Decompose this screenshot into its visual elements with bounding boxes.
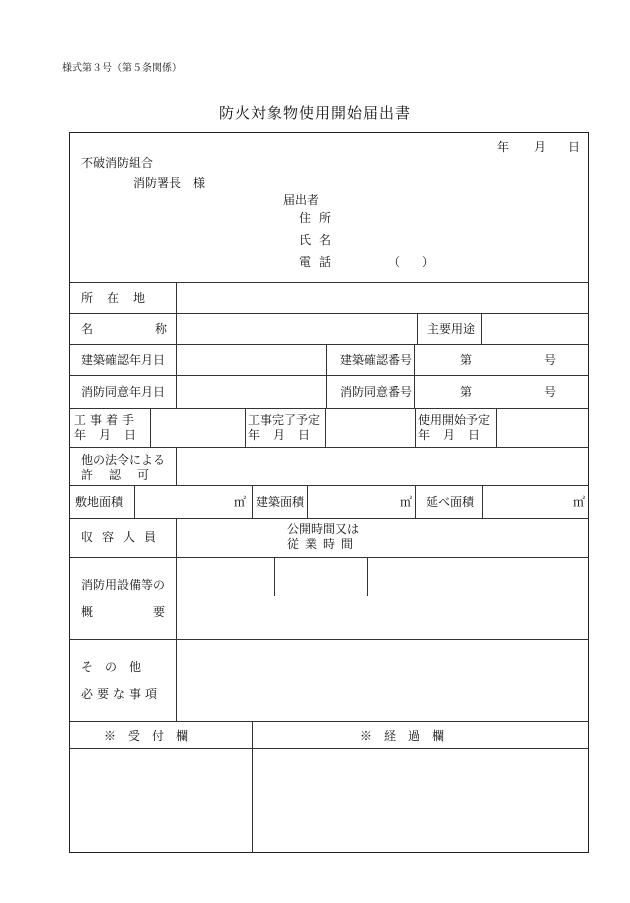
use-start-field[interactable]	[497, 409, 588, 446]
building-area-unit: ㎡	[400, 495, 413, 509]
form-number: 様式第３号（第５条関係）	[62, 63, 182, 74]
fire-consent-date-field[interactable]	[177, 376, 325, 407]
construction-end-field[interactable]	[326, 409, 414, 446]
capacity-label: 収容人員	[81, 530, 166, 544]
building-area-label: 建築面積	[256, 495, 305, 509]
construction-end-date-label: 年月日	[248, 428, 324, 442]
main-use-field[interactable]	[482, 314, 588, 343]
date-year: 年	[497, 140, 510, 154]
name-row-label: 名称	[81, 322, 167, 336]
bldg-confirm-no-field[interactable]	[415, 345, 588, 374]
site-area-field[interactable]	[135, 486, 231, 517]
progress-header: ※ 経 過 欄	[360, 729, 445, 743]
reception-header: ※ 受 付 欄	[104, 729, 189, 743]
phone-field[interactable]	[385, 249, 465, 277]
divider	[70, 721, 589, 722]
bldg-confirm-date-field[interactable]	[177, 345, 325, 374]
other-law-label: 他の法令による	[81, 453, 166, 467]
fire-consent-no-field[interactable]	[415, 376, 588, 407]
building-area-field[interactable]	[308, 486, 398, 517]
fire-equipment-field[interactable]	[177, 558, 588, 638]
use-start-label: 使用開始予定	[418, 413, 491, 427]
divider	[252, 485, 253, 518]
address-label: 住所	[299, 211, 340, 225]
divider	[245, 408, 246, 447]
construction-start-label: 工事着手	[74, 413, 139, 427]
site-area-label: 敷地面積	[75, 495, 124, 509]
bldg-no-suffix: 号	[544, 353, 557, 367]
divider	[417, 313, 418, 344]
divider	[415, 485, 416, 518]
phone-paren-close: ）	[422, 255, 435, 269]
phone-paren-open: （	[388, 255, 401, 269]
other-law-field[interactable]	[177, 448, 588, 484]
fire-consent-date-label: 消防同意年月日	[81, 385, 166, 399]
name-label: 氏名	[299, 233, 340, 247]
use-start-date-label: 年月日	[418, 428, 494, 442]
other-law-permit-label: 許認可	[81, 468, 166, 482]
total-floor-area-unit: ㎡	[573, 495, 586, 509]
progress-field[interactable]	[253, 749, 588, 851]
location-label: 所在地	[81, 291, 160, 305]
fire-equipment-label: 消防用設備等の	[81, 578, 166, 592]
other-field[interactable]	[177, 640, 588, 720]
construction-start-field[interactable]	[151, 409, 244, 446]
capacity-field[interactable]	[177, 519, 273, 556]
bldg-no-prefix: 第	[460, 353, 473, 367]
form-frame	[69, 132, 589, 853]
construction-end-label: 工事完了予定	[248, 413, 321, 427]
other-label: その他	[81, 660, 154, 674]
phone-label: 電話	[299, 255, 340, 269]
main-use-label: 主要用途	[427, 322, 476, 336]
construction-start-date-label: 年月日	[74, 428, 150, 442]
reception-field[interactable]	[71, 749, 251, 851]
total-floor-area-field[interactable]	[483, 486, 571, 517]
total-floor-area-label: 延べ面積	[426, 495, 475, 509]
site-area-unit: ㎡	[234, 495, 247, 509]
bldg-confirm-date-label: 建築確認年月日	[81, 353, 166, 367]
hours-label-2: 従業時間	[287, 537, 360, 551]
divider	[326, 344, 327, 408]
notifier-label: 届出者	[283, 193, 320, 207]
addressee-title: 消防署長 様	[133, 176, 206, 190]
date-day: 日	[568, 140, 581, 154]
fire-consent-no-label: 消防同意番号	[340, 385, 413, 399]
other-required-label: 必要な事項	[81, 687, 162, 701]
fire-equipment-summary-label: 概要	[81, 605, 165, 619]
fire-no-suffix: 号	[544, 385, 557, 399]
bldg-confirm-no-label: 建築確認番号	[340, 353, 413, 367]
name-field[interactable]	[177, 314, 415, 343]
date-month: 月	[534, 140, 547, 154]
hours-field[interactable]	[368, 519, 588, 556]
location-field[interactable]	[177, 283, 588, 312]
addressee-org: 不破消防組合	[81, 156, 154, 170]
fire-no-prefix: 第	[460, 385, 473, 399]
hours-label: 公開時間又は	[287, 522, 360, 536]
divider	[415, 408, 416, 447]
page-title: 防火対象物使用開始届出書	[218, 104, 411, 122]
